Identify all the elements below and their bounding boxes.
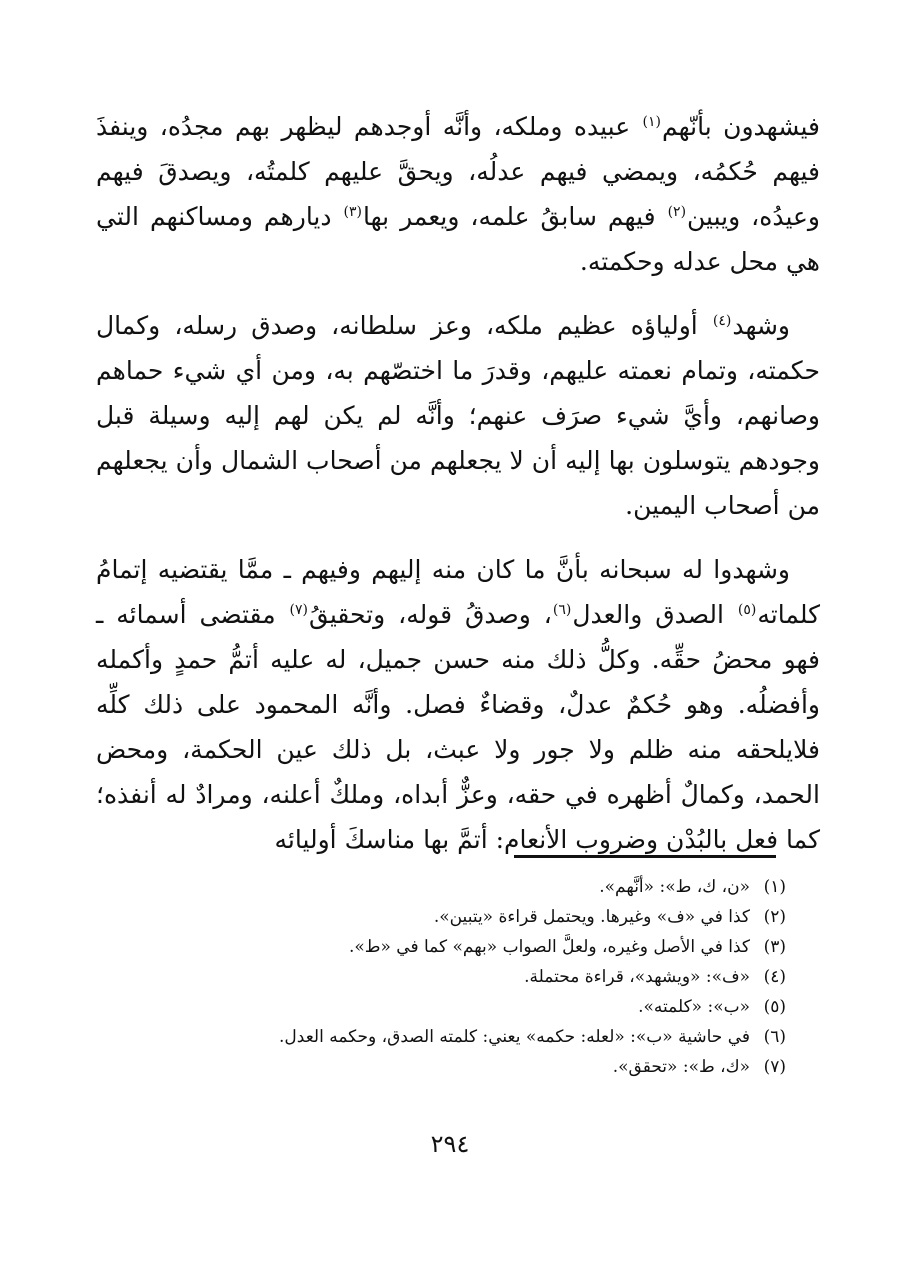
- text-segment: فيهم سابقُ علمه، ويعمر بها: [363, 202, 667, 231]
- text-segment: الصدق والعدل: [572, 600, 737, 629]
- footnote-text: في حاشية «ب»: «لعله: حكمه» يعني: كلمته الصدق، وحكمه العدل.: [279, 1027, 750, 1047]
- footnote-text: كذا في الأصل وغيره، ولعلَّ الصواب «بهم» كما في «ط».: [348, 937, 750, 957]
- footnote-reference: (١): [642, 113, 662, 130]
- text-segment: عبيده وملكه، وأنَّه أوجدهم ليظهر بهم مجدُه، وينفذَ فيهم حُكمُه، ويمضي فيهم عدلُه، ويحقَّ عليهم كلمتُه، ويصدقَ فيهم وعيدُه، ويبين: [96, 112, 820, 231]
- footnote-item: [96, 932, 786, 962]
- footnote-reference: (٤): [712, 312, 732, 329]
- footnotes-list: [96, 872, 786, 1082]
- footnote-item: [96, 902, 786, 932]
- footnote-text: «ف»: «ويشهد»، قراءة محتملة.: [524, 967, 750, 987]
- footnote-number: (٥): [763, 997, 786, 1017]
- footnote-text: «ن، ك، ط»: «أنَّهم».: [599, 877, 750, 897]
- footnote-reference: (٥): [737, 601, 757, 618]
- footnote-number: (٤): [763, 967, 786, 987]
- footnote-number: (٣): [763, 937, 786, 957]
- footnote-item: [96, 1022, 786, 1052]
- footnote-text: «ب»: «كلمته».: [638, 997, 750, 1017]
- footnote-text: كذا في «ف» وغيرها. ويحتمل قراءة «يتبين».: [433, 907, 750, 927]
- text-segment: ديارهم ومساكنهم التي هي محل عدله وحكمته.: [96, 202, 820, 276]
- text-segment: وشهدوا له سبحانه بأنَّ ما كان منه إليهم وفيهم ـ ممَّا يقتضيه إتمامُ كلماته: [96, 555, 821, 629]
- paragraph: [96, 303, 820, 528]
- footnote-reference: (٢): [667, 203, 687, 220]
- footnote-number: (٦): [763, 1027, 786, 1047]
- text-segment: مقتضى أسمائه ـ فهو محضُ حقِّه. وكلُّ ذلك منه حسن جميل، له عليه أتمُّ حمدٍ وأكمله وأفضلُه. وهو حُكمٌ عدلٌ، وقضاءٌ فصل. وأنَّه المحمود على ذلك كلِّه فلايلحقه منه ظلم ولا جور ولا عبث، بل ذلك عين الحكمة، ومحض الحمد، وكمالٌ أظهره في حقه، وعزٌّ أبداه، وملكٌ أعلنه، ومرادٌ له أنفذه؛ كما فعل بالبُدْن وضروب الأنعام: أتمَّ بها مناسكَ أوليائه: [96, 600, 820, 854]
- footnote-text: «ك، ط»: «تحقق».: [612, 1057, 750, 1077]
- footnote-item: [96, 962, 786, 992]
- footnote-reference: (٣): [343, 203, 362, 220]
- paragraph: [96, 104, 820, 284]
- footnote-item: [96, 872, 786, 902]
- text-segment: فيشهدون بأنّهم: [662, 112, 820, 141]
- footnote-reference: (٦): [552, 601, 572, 618]
- footnote-number: (١): [763, 877, 786, 897]
- main-text: [96, 104, 820, 881]
- footnote-item: [96, 992, 786, 1022]
- paragraph: [96, 547, 820, 862]
- text-segment: أولياؤه عظيم ملكه، وعز سلطانه، وصدق رسله، وكمال حكمته، وتمام نعمته عليهم، وقدرَ ما اختصّهم به، ومن أي شيء حماهم وصانهم، وأيَّ شيء صرَف عنهم؛ وأنَّه لم يكن لهم إليه وسيلة قبل وجودهم يتوسلون بها إليه أن لا يجعلهم من أصحاب الشمال وأن يجعلهم من أصحاب اليمين.: [96, 311, 820, 520]
- footnote-number: (٢): [763, 907, 786, 927]
- text-segment: وشهد: [732, 311, 790, 340]
- footnote-item: [96, 1052, 786, 1082]
- footnote-number: (٧): [763, 1057, 786, 1077]
- text-segment: ، وصدقُ قوله، وتحقيقُ: [309, 600, 552, 629]
- page-number: ٢٩٤: [430, 1130, 470, 1158]
- footnote-divider: [514, 855, 776, 858]
- footnote-reference: (٧): [289, 601, 308, 618]
